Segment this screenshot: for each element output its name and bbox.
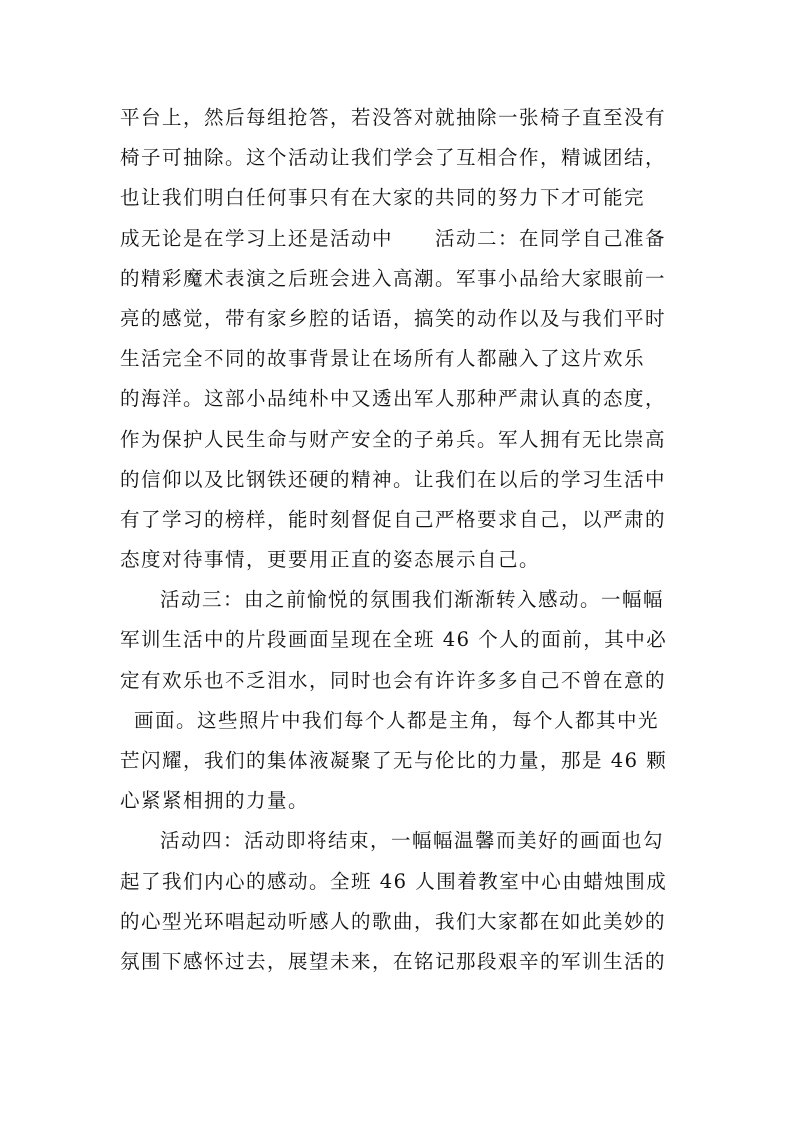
text-line: 有了学习的榜样，能时刻督促自己严格要求自己，以严肃的 (120, 507, 667, 531)
text-line: 也让我们明白任何事只有在大家的共同的努力下才可能完 (120, 186, 646, 210)
text-line: 态度对待事情，更要用正直的姿态展示自己。 (120, 548, 541, 572)
text-line: 的精彩魔术表演之后班会进入高潮。军事小品给大家眼前一 (120, 266, 667, 290)
text-line: 起了我们内心的感动。全班 46 人围着教室中心由蜡烛围成 (120, 869, 668, 893)
text-line: 的信仰以及比钢铁还硬的精神。让我们在以后的学习生活中 (120, 467, 667, 491)
paragraph-start-line: 活动三：由之前愉悦的氛围我们渐渐转入感动。一幅幅 (160, 588, 665, 612)
text-line: 心紧紧相拥的力量。 (120, 789, 310, 813)
text-line: 的心型光环唱起动听感人的歌曲，我们大家都在如此美妙的 (120, 909, 667, 933)
text-line: 成无论是在学习上还是活动中 活动二：在同学自己准备 (120, 226, 667, 250)
text-line: 定有欢乐也不乏泪水，同时也会有许许多多自己不曾在意的 (120, 668, 667, 692)
text-line: 椅子可抽除。这个活动让我们学会了互相合作，精诚团结， (120, 146, 667, 170)
text-line: 画面。这些照片中我们每个人都是主角，每个人都其中光 (134, 708, 660, 732)
text-line: 氛围下感怀过去，展望未来，在铭记那段艰辛的军训生活的 (120, 949, 667, 973)
text-line: 军训生活中的片段画面呈现在全班 46 个人的面前，其中必 (120, 628, 668, 652)
text-line: 平台上，然后每组抢答，若没答对就抽除一张椅子直至没有 (120, 106, 667, 129)
text-line: 的海洋。这部小品纯朴中又透出军人那种严肃认真的态度， (120, 387, 667, 411)
text-line: 生活完全不同的故事背景让在场所有人都融入了这片欢乐 (120, 347, 646, 371)
body-text (120, 98, 680, 982)
text-line: 作为保护人民生命与财产安全的子弟兵。军人拥有无比崇高 (120, 427, 667, 451)
paragraph-start-line: 活动四：活动即将结束，一幅幅温馨而美好的画面也勾 (160, 829, 665, 853)
text-line: 芒闪耀，我们的集体液凝聚了无与伦比的力量，那是 46 颗 (120, 749, 668, 772)
text-line: 亮的感觉，带有家乡腔的话语，搞笑的动作以及与我们平时 (120, 306, 667, 330)
